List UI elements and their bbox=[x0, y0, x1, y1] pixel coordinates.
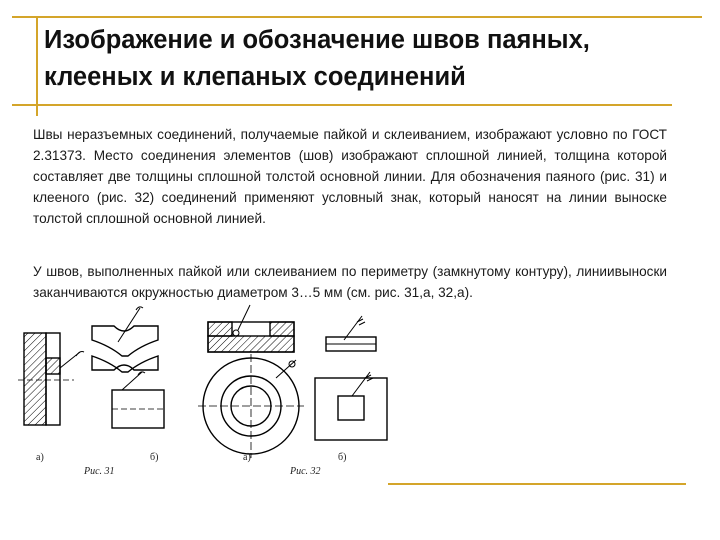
paragraph-2: У швов, выполненных пайкой или склеиванием по периметру (замкнутому контуру), линиивыноски заканчиваются окружностью диаметром 3…5 мм (см. рис. 31,а, 32,а). bbox=[33, 264, 667, 300]
fig32-a-drawing bbox=[198, 305, 304, 458]
title-line-2: клееных и клепаных соединений bbox=[44, 63, 466, 91]
fig31-a-drawing bbox=[18, 333, 84, 425]
fig32-label-b: б) bbox=[338, 452, 347, 463]
paragraph-1: Швы неразъемных соединений, получаемые пайкой и склеиванием, изображают условно по ГОСТ 2.31373. Место соединения элементов (шов) изображают сплошной линией, толщина которой составляет две толщины сплошной толстой основной линии. Для обозначения паяного (рис. 31) и клееного (рис. 32) соединений применяют условный знак, который наносят на линии выноске толстой сплошной основной линией. bbox=[33, 127, 667, 226]
fig32-b-drawing bbox=[315, 316, 387, 440]
fig31-label-a: а) bbox=[36, 452, 44, 463]
fig32-caption: Рис. 32 bbox=[290, 466, 321, 477]
title-line-1: Изображение и обозначение швов паяных, bbox=[44, 26, 590, 54]
fig31-b-drawing bbox=[92, 307, 164, 428]
fig31-label-b: б) bbox=[150, 452, 159, 463]
fig31-caption: Рис. 31 bbox=[84, 466, 115, 477]
fig32-label-a: а) bbox=[243, 452, 251, 463]
